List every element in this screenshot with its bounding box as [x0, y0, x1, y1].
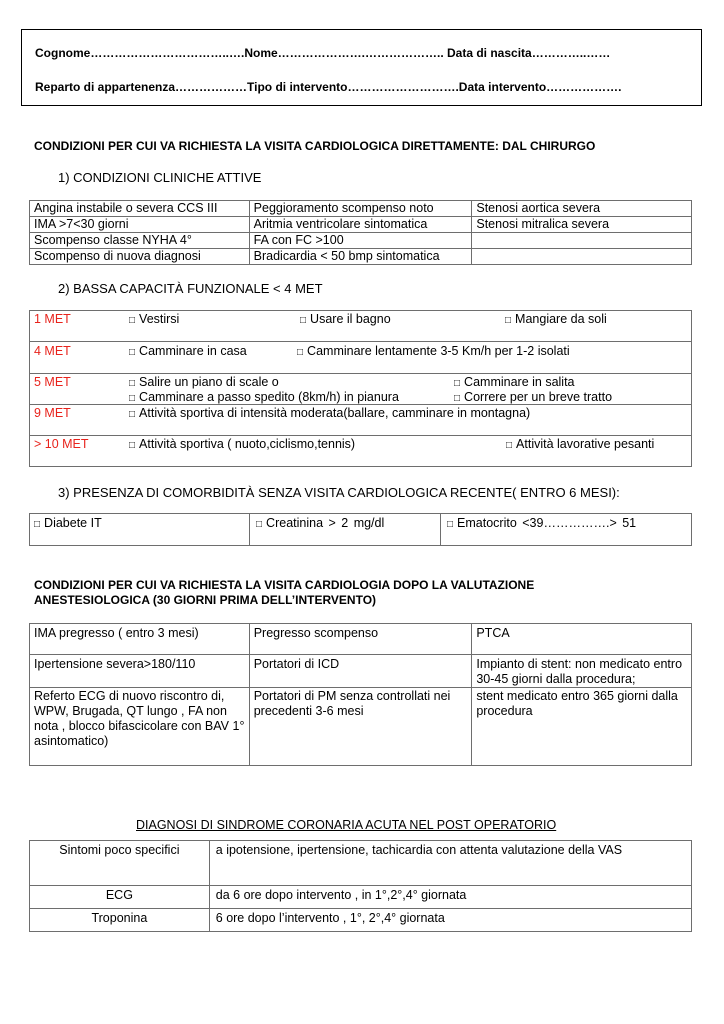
met-divider [29, 435, 692, 436]
table-cell: Troponina [30, 909, 210, 932]
met-label-10: > 10 MET [34, 437, 89, 451]
met-label-4: 4 MET [34, 344, 71, 358]
table-cell [472, 249, 692, 265]
clinical-heading: 1) CONDIZIONI CLINICHE ATTIVE [58, 170, 262, 185]
checkbox-item[interactable]: □ Camminare in salita [454, 375, 575, 389]
table-row [30, 841, 692, 886]
met-label-1: 1 MET [34, 312, 71, 326]
comorb-divider [249, 513, 250, 546]
table-cell: Bradicardia < 50 bmp sintomatica [249, 249, 472, 265]
section1-title: CONDIZIONI PER CUI VA RICHIESTA LA VISITA CARDIOLOGICA DIRETTAMENTE: DAL CHIRURGO [34, 139, 596, 153]
comorbidity-heading: 3) PRESENZA DI COMORBIDITÀ SENZA VISITA CARDIOLOGICA RECENTE( ENTRO 6 MESI): [58, 485, 620, 500]
checkbox-item[interactable]: □ Ematocrito <39…………….> 51 [447, 516, 636, 530]
table-cell [472, 233, 692, 249]
comorb-divider [440, 513, 441, 546]
table-row [30, 909, 692, 932]
checkbox-item[interactable]: □ Attività sportiva di intensità moderata(ballare, camminare in montagna) [129, 406, 530, 420]
table-row [30, 249, 692, 265]
table-cell: Aritmia ventricolare sintomatica [249, 217, 472, 233]
checkbox-item[interactable]: □ Attività sportiva ( nuoto,ciclismo,tennis) [129, 437, 355, 451]
table-cell: da 6 ore dopo intervento , in 1°,2°,4° giornata [209, 886, 691, 909]
table-row [30, 201, 692, 217]
checkbox-item[interactable]: □ Camminare a passo spedito (8km/h) in pianura [129, 390, 399, 404]
functional-heading: 2) BASSA CAPACITÀ FUNZIONALE < 4 MET [58, 281, 323, 296]
patient-header-box [21, 29, 702, 106]
section2-title-line1: CONDIZIONI PER CUI VA RICHIESTA LA VISITA CARDIOLOGIA DOPO LA VALUTAZIONE [34, 578, 535, 592]
checkbox-item[interactable]: □ Salire un piano di scale o [129, 375, 279, 389]
checkbox-item[interactable]: □ Vestirsi [129, 312, 179, 326]
table-cell: Ipertensione severa>180/110 [30, 655, 250, 688]
met-label-9: 9 MET [34, 406, 71, 420]
table-cell: Portatori di PM senza controllati nei precedenti 3-6 mesi [249, 688, 472, 766]
checkbox-item[interactable]: □ Correre per un breve tratto [454, 390, 612, 404]
clinical-table [29, 200, 692, 265]
table-row [30, 624, 692, 655]
table-cell: Scompenso classe NYHA 4° [30, 233, 250, 249]
checkbox-item[interactable]: □ Attività lavorative pesanti [506, 437, 654, 451]
checkbox-item[interactable]: □ Creatinina > 2 mg/dl [256, 516, 384, 530]
checkbox-item[interactable]: □ Mangiare da soli [505, 312, 607, 326]
checkbox-item[interactable]: □ Diabete IT [34, 516, 102, 530]
table-row [30, 233, 692, 249]
anesthesiology-table [29, 623, 692, 766]
table-cell: Portatori di ICD [249, 655, 472, 688]
table-row [30, 886, 692, 909]
met-label-5: 5 MET [34, 375, 71, 389]
table-row [30, 688, 692, 766]
diagnosis-table [29, 840, 692, 932]
met-divider [29, 341, 692, 342]
table-cell: Pregresso scompenso [249, 624, 472, 655]
table-cell: Stenosi aortica severa [472, 201, 692, 217]
table-cell: ECG [30, 886, 210, 909]
table-row [30, 655, 692, 688]
table-cell: Angina instabile o severa CCS III [30, 201, 250, 217]
header-line-1: Cognome……………………………..….Nome………………….……………….. Data di nascita…………..…… [35, 46, 611, 60]
table-cell: IMA pregresso ( entro 3 mesi) [30, 624, 250, 655]
table-cell: Stenosi mitralica severa [472, 217, 692, 233]
header-line-2: Reparto di appartenenza………………Tipo di intervento……………………….Data intervento………………. [35, 80, 622, 94]
checkbox-item[interactable]: □ Camminare lentamente 3-5 Km/h per 1-2 isolati [297, 344, 570, 358]
table-cell: IMA >7<30 giorni [30, 217, 250, 233]
table-row [30, 217, 692, 233]
table-cell: PTCA [472, 624, 692, 655]
diagnosis-title: DIAGNOSI DI SINDROME CORONARIA ACUTA NEL POST OPERATORIO [136, 818, 557, 832]
table-cell: Referto ECG di nuovo riscontro di, WPW, Brugada, QT lungo , FA non nota , blocco bifascicolare con BAV 1° asintomatico) [30, 688, 250, 766]
met-divider [29, 373, 692, 374]
table-cell: FA con FC >100 [249, 233, 472, 249]
table-cell: Impianto di stent: non medicato entro 30-45 giorni dalla procedura; [472, 655, 692, 688]
table-cell: Sintomi poco specifici [30, 841, 210, 886]
table-cell: stent medicato entro 365 giorni dalla procedura [472, 688, 692, 766]
table-cell: Scompenso di nuova diagnosi [30, 249, 250, 265]
section2-title-line2: ANESTESIOLOGICA (30 GIORNI PRIMA DELL’INTERVENTO) [34, 593, 377, 607]
table-cell: 6 ore dopo l’intervento , 1°, 2°,4° giornata [209, 909, 691, 932]
table-cell: a ipotensione, ipertensione, tachicardia con attenta valutazione della VAS [209, 841, 691, 886]
checkbox-item[interactable]: □ Usare il bagno [300, 312, 391, 326]
table-cell: Peggioramento scompenso noto [249, 201, 472, 217]
met-divider [29, 404, 692, 405]
checkbox-item[interactable]: □ Camminare in casa [129, 344, 247, 358]
